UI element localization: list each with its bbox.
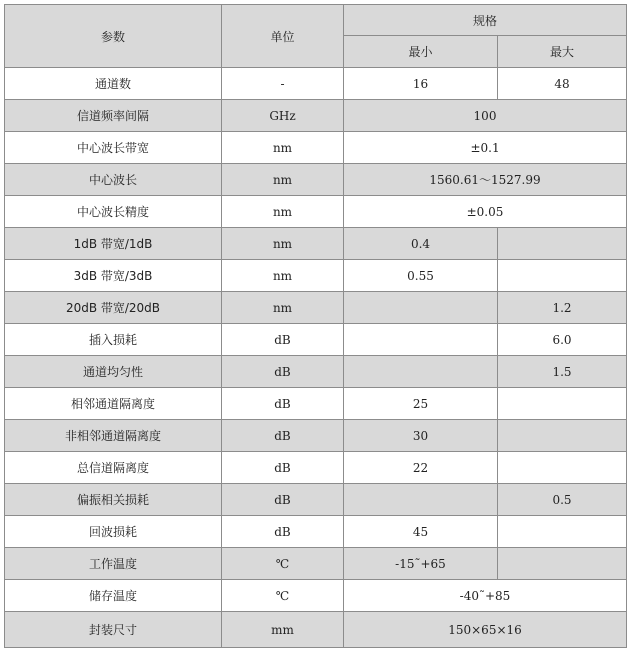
span-value-cell: 100 [344,100,627,132]
span-value-cell: 1560.61～1527.99 [344,164,627,196]
max-cell: 6.0 [498,324,627,356]
max-cell [498,228,627,260]
param-cell: 3dB 带宽/3dB [5,260,222,292]
unit-cell: nm [222,132,344,164]
unit-cell: dB [222,452,344,484]
max-cell: 48 [498,68,627,100]
span-value-cell: ±0.1 [344,132,627,164]
min-cell: 45 [344,516,498,548]
unit-cell: nm [222,164,344,196]
span-value-cell: -40˜+85 [344,580,627,612]
param-cell: 1dB 带宽/1dB [5,228,222,260]
max-cell: 1.5 [498,356,627,388]
param-cell: 中心波长带宽 [5,132,222,164]
param-cell: 偏振相关损耗 [5,484,222,516]
min-cell: 25 [344,388,498,420]
min-cell: -15˜+65 [344,548,498,580]
unit-cell: dB [222,324,344,356]
param-cell: 储存温度 [5,580,222,612]
param-cell: 中心波长 [5,164,222,196]
param-cell: 工作温度 [5,548,222,580]
header-spec: 规格 [344,5,627,36]
param-cell: 相邻通道隔离度 [5,388,222,420]
param-cell: 20dB 带宽/20dB [5,292,222,324]
header-row-1 [5,5,627,36]
table-row [5,356,627,388]
param-cell: 回波损耗 [5,516,222,548]
table-row [5,324,627,356]
table-row [5,420,627,452]
table-row [5,612,627,648]
table-row [5,164,627,196]
header-max: 最大 [498,36,627,68]
min-cell [344,356,498,388]
unit-cell: nm [222,228,344,260]
unit-cell: GHz [222,100,344,132]
param-cell: 插入损耗 [5,324,222,356]
min-cell: 16 [344,68,498,100]
table-row [5,580,627,612]
table-row [5,260,627,292]
min-cell: 0.55 [344,260,498,292]
table-row [5,516,627,548]
table-row [5,228,627,260]
max-cell [498,548,627,580]
unit-cell: nm [222,196,344,228]
unit-cell: nm [222,260,344,292]
param-cell: 信道频率间隔 [5,100,222,132]
table-row [5,548,627,580]
unit-cell: mm [222,612,344,648]
param-cell: 封装尺寸 [5,612,222,648]
max-cell: 0.5 [498,484,627,516]
param-cell: 中心波长精度 [5,196,222,228]
min-cell: 30 [344,420,498,452]
unit-cell: dB [222,356,344,388]
unit-cell: dB [222,516,344,548]
header-unit: 单位 [222,5,344,68]
table-row [5,196,627,228]
min-cell [344,324,498,356]
min-cell: 22 [344,452,498,484]
param-cell: 非相邻通道隔离度 [5,420,222,452]
max-cell [498,420,627,452]
max-cell [498,516,627,548]
max-cell [498,452,627,484]
table-row [5,68,627,100]
table-row [5,132,627,164]
param-cell: 总信道隔离度 [5,452,222,484]
unit-cell: nm [222,292,344,324]
min-cell [344,484,498,516]
table-row [5,100,627,132]
spec-table [4,4,627,648]
span-value-cell: ±0.05 [344,196,627,228]
table-row [5,484,627,516]
param-cell: 通道数 [5,68,222,100]
min-cell: 0.4 [344,228,498,260]
unit-cell: ℃ [222,580,344,612]
span-value-cell: 150×65×16 [344,612,627,648]
unit-cell: ℃ [222,548,344,580]
min-cell [344,292,498,324]
max-cell: 1.2 [498,292,627,324]
unit-cell: dB [222,420,344,452]
unit-cell: dB [222,484,344,516]
header-param: 参数 [5,5,222,68]
header-min: 最小 [344,36,498,68]
table-row [5,388,627,420]
param-cell: 通道均匀性 [5,356,222,388]
table-row [5,292,627,324]
max-cell [498,388,627,420]
unit-cell: - [222,68,344,100]
max-cell [498,260,627,292]
unit-cell: dB [222,388,344,420]
table-row [5,452,627,484]
